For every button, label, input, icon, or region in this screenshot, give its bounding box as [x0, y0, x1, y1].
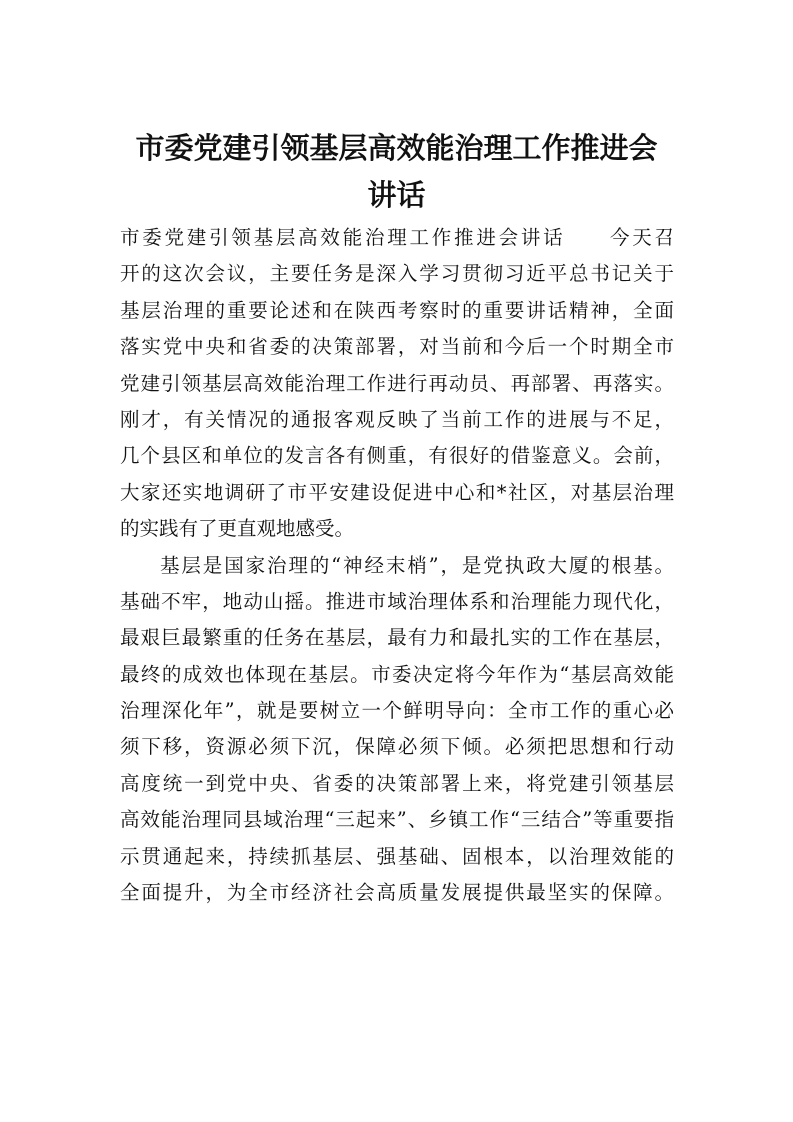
text-line: 的实践有了更直观地感受。 [120, 517, 355, 541]
text-line: 最终的成效也体现在基层。市委决定将今年作为“基层高效能 [120, 662, 674, 686]
text-line: 治理深化年”，就是要树立一个鲜明导向：全市工作的重心必 [120, 699, 674, 723]
paragraph-2 [120, 552, 674, 916]
text-line: 示贯通起来，持续抓基层、强基础、固根本，以治理效能的 [120, 844, 674, 868]
text-line: 高效能治理同县域治理“三起来”、乡镇工作“三结合”等重要指 [120, 808, 674, 832]
text-line: 最艰巨最繁重的任务在基层，最有力和最扎实的工作在基层， [120, 626, 674, 650]
text-line: 基础不牢，地动山摇。推进市域治理体系和治理能力现代化， [120, 589, 674, 613]
text-line: 高度统一到党中央、省委的决策部署上来，将党建引领基层 [120, 771, 674, 795]
text-line: 几个县区和单位的发言各有侧重，有很好的借鉴意义。会前， [120, 444, 674, 468]
text-line: 党建引领基层高效能治理工作进行再动员、再部署、再落实。 [120, 371, 674, 395]
text-line: 全面提升，为全市经济社会高质量发展提供最坚实的保障。 [120, 881, 674, 905]
text-line: 刚才，有关情况的通报客观反映了当前工作的进展与不足， [120, 407, 674, 431]
text-line: 基层是国家治理的“神经末梢”，是党执政大厦的根基。 [160, 553, 674, 577]
text-line: 须下移，资源必须下沉，保障必须下倾。必须把思想和行动 [120, 735, 674, 759]
text-line: 基层治理的重要论述和在陕西考察时的重要讲话精神，全面 [120, 298, 674, 322]
text-line: 大家还实地调研了市平安建设促进中心和*社区，对基层治理 [120, 480, 674, 504]
text-line: 落实党中央和省委的决策部署，对当前和今后一个时期全市 [120, 335, 674, 359]
document-title-line-2: 讲话 [367, 178, 426, 212]
document-title-line-1: 市委党建引领基层高效能治理工作推进会 [135, 131, 658, 165]
document-body [120, 224, 674, 915]
paragraph-1 [120, 224, 674, 552]
text-line: 市委党建引领基层高效能治理工作推进会讲话 今天召 [120, 226, 674, 249]
text-line: 开的这次会议，主要任务是深入学习贯彻习近平总书记关于 [120, 262, 674, 286]
